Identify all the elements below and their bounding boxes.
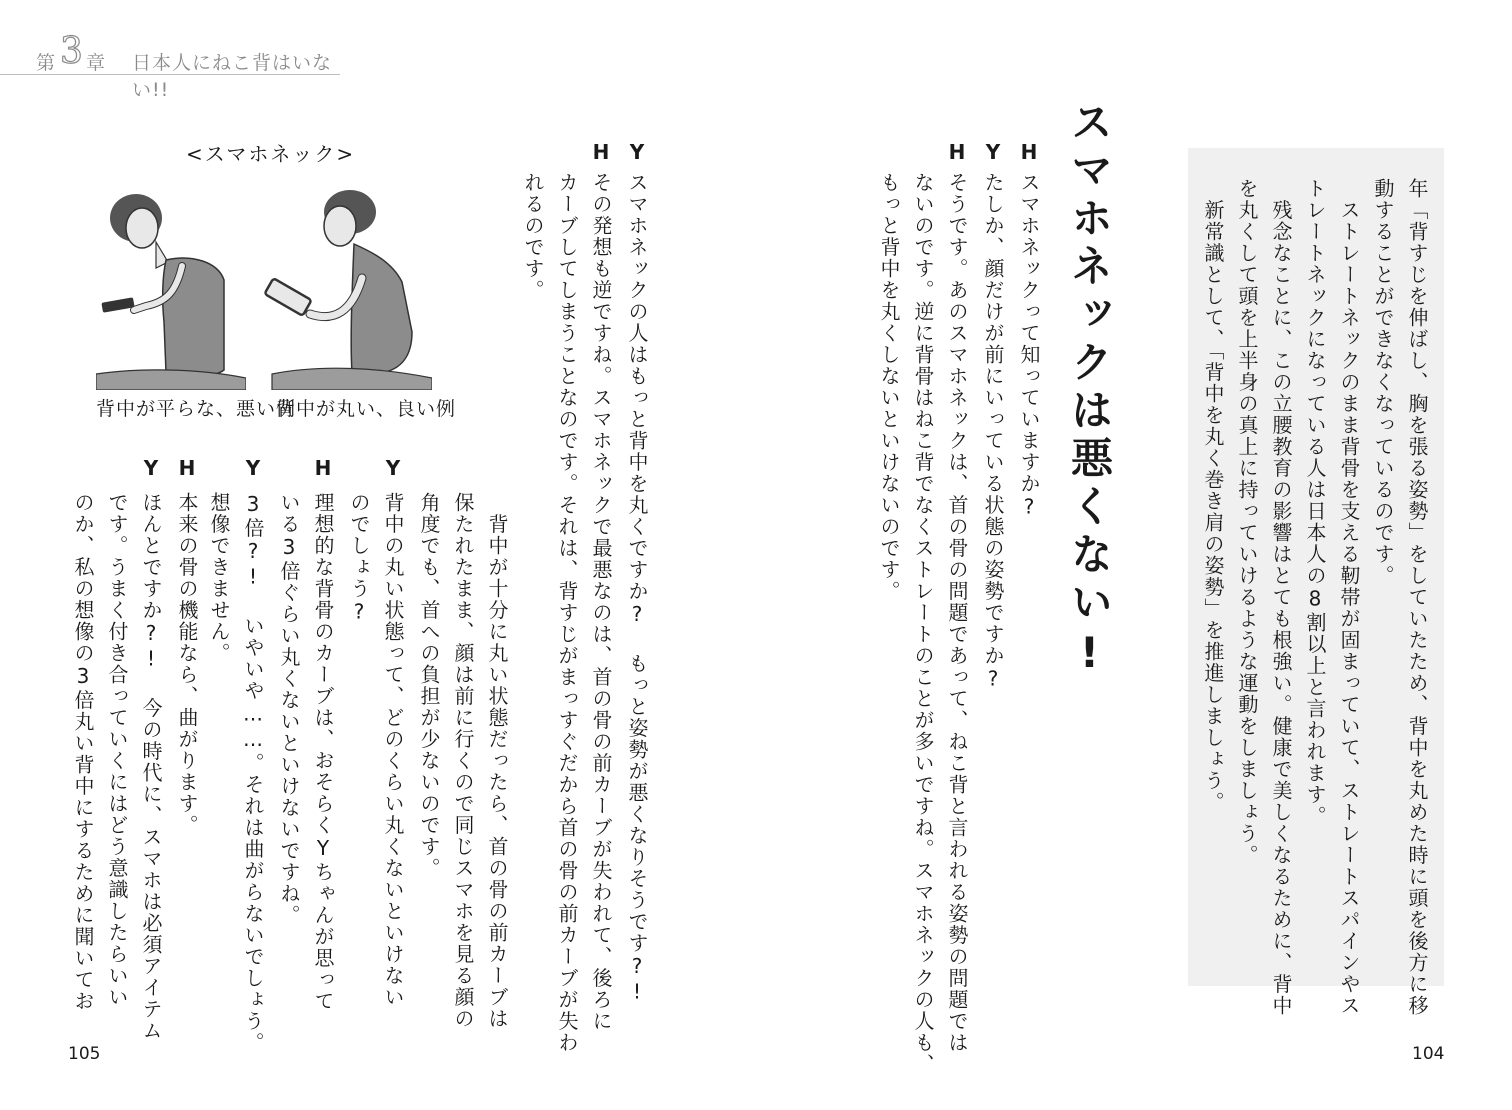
dialogue-line: 背中の丸い状態って、どのくらい丸くないといけない — [381, 492, 405, 1008]
bad-example-caption: 背中が平らな、悪い例 — [96, 398, 297, 420]
dialogue-line: 保たれたまま、顔は前に行くので同じスマホを見る顔の — [451, 492, 475, 1030]
dialogue-line: れるのです。 — [521, 172, 545, 301]
chapter-number: 3 — [60, 31, 83, 72]
box-paragraph: 残念なことに、この立腰教育の影響はとても根強い。健康で美しくなるために、背中 — [1269, 178, 1293, 1017]
box-paragraph: を丸くして頭を上半身の真上に持っていけるような運動をしましょう。 — [1235, 178, 1259, 866]
speaker-label: Y — [381, 456, 405, 480]
box-paragraph: 動することができなくなっているのです。 — [1371, 178, 1395, 587]
speaker-label: H — [1017, 140, 1041, 164]
section-heading: スマホネックは悪くない! — [1065, 100, 1114, 683]
good-posture-illustration — [262, 182, 432, 390]
dialogue-line: その発想も逆ですね。スマホネックで最悪なのは、首の骨の前カーブが失われて、後ろに — [589, 172, 613, 1032]
dialogue-line: たしか、顔だけが前にいっている状態の姿勢ですか? — [981, 172, 1005, 692]
dialogue-line: 角度でも、首への負担が少ないのです。 — [417, 492, 441, 879]
dialogue-line: もっと背中を丸くしないといけないのです。 — [877, 172, 901, 602]
chapter-prefix: 第 — [36, 52, 56, 74]
box-paragraph: 新常識として、「背中を丸く巻き肩の姿勢」を推進しましょう。 — [1201, 178, 1225, 813]
chapter-title: 日本人にねこ背はいない!! — [132, 52, 333, 101]
speaker-label: Y — [625, 140, 649, 164]
chapter-suffix: 章 — [86, 52, 106, 74]
dialogue-line: カーブしてしまうことなのです。それは、背すじがまっすぐだから首の骨の前カーブが失わ — [555, 172, 579, 1054]
page-number-right: 104 — [1412, 1044, 1445, 1064]
dialogue-line: 本来の骨の機能なら、曲がります。 — [175, 492, 199, 836]
dialogue-line: 3倍?! いやいや……。それは曲がらないでしょう。 — [241, 492, 265, 1054]
dialogue-line: 背中が十分に丸い状態だったら、首の骨の前カーブは — [485, 492, 509, 1030]
bad-posture-illustration — [96, 182, 246, 390]
speaker-label: H — [945, 140, 969, 164]
dialogue-line: 理想的な背骨のカーブは、おそらくYちゃんが思って — [311, 492, 335, 1012]
dialogue-line: です。うまく付き合っていくにはどう意識したらいい — [105, 492, 129, 1008]
speaker-label: Y — [981, 140, 1005, 164]
good-example-caption: 背中が丸い、良い例 — [276, 398, 457, 420]
figure-title: <スマホネック> — [186, 142, 356, 166]
dialogue-line: スマホネックって知っていますか? — [1017, 172, 1041, 520]
speaker-label: Y — [139, 456, 163, 480]
dialogue-line: ないのです。逆に背骨はねこ背でなくストレートのことが多いですね。スマホネックの人も、 — [911, 172, 935, 1075]
dialogue-line: ほんとですか?! 今の時代に、スマホは必須アイテム — [139, 492, 163, 1042]
chapter-header — [0, 30, 340, 101]
box-paragraph: 年「背すじを伸ばし、胸を張る姿勢」をしていたため、背中を丸めた時に頭を後方に移 — [1405, 178, 1429, 1017]
dialogue-line: いる3倍ぐらい丸くないといけないですね。 — [277, 492, 301, 926]
dialogue-line: そうです。あのスマホネックは、首の骨の問題であって、ねこ背と言われる姿勢の問題では — [945, 172, 969, 1054]
box-paragraph: ストレートネックのまま背骨を支える靭帯が固まっていて、ストレートスパインやス — [1337, 178, 1361, 1017]
page-number-left: 105 — [68, 1044, 101, 1064]
info-box-text — [1196, 178, 1434, 1017]
speaker-label: H — [311, 456, 335, 480]
dialogue-line: のか、私の想像の3倍丸い背中にするために聞いてお — [71, 492, 95, 1012]
speaker-label: Y — [241, 456, 265, 480]
box-paragraph: トレートネックになっている人は日本人の8割以上と言われます。 — [1303, 178, 1327, 827]
dialogue-line: のでしょう? — [347, 492, 371, 625]
speaker-label: H — [589, 140, 613, 164]
dialogue-line: スマホネックの人はもっと背中を丸くですか? もっと姿勢が悪くなりそうです?! — [625, 172, 649, 1005]
dialogue-line: 想像できません。 — [207, 492, 231, 664]
speaker-label: H — [175, 456, 199, 480]
